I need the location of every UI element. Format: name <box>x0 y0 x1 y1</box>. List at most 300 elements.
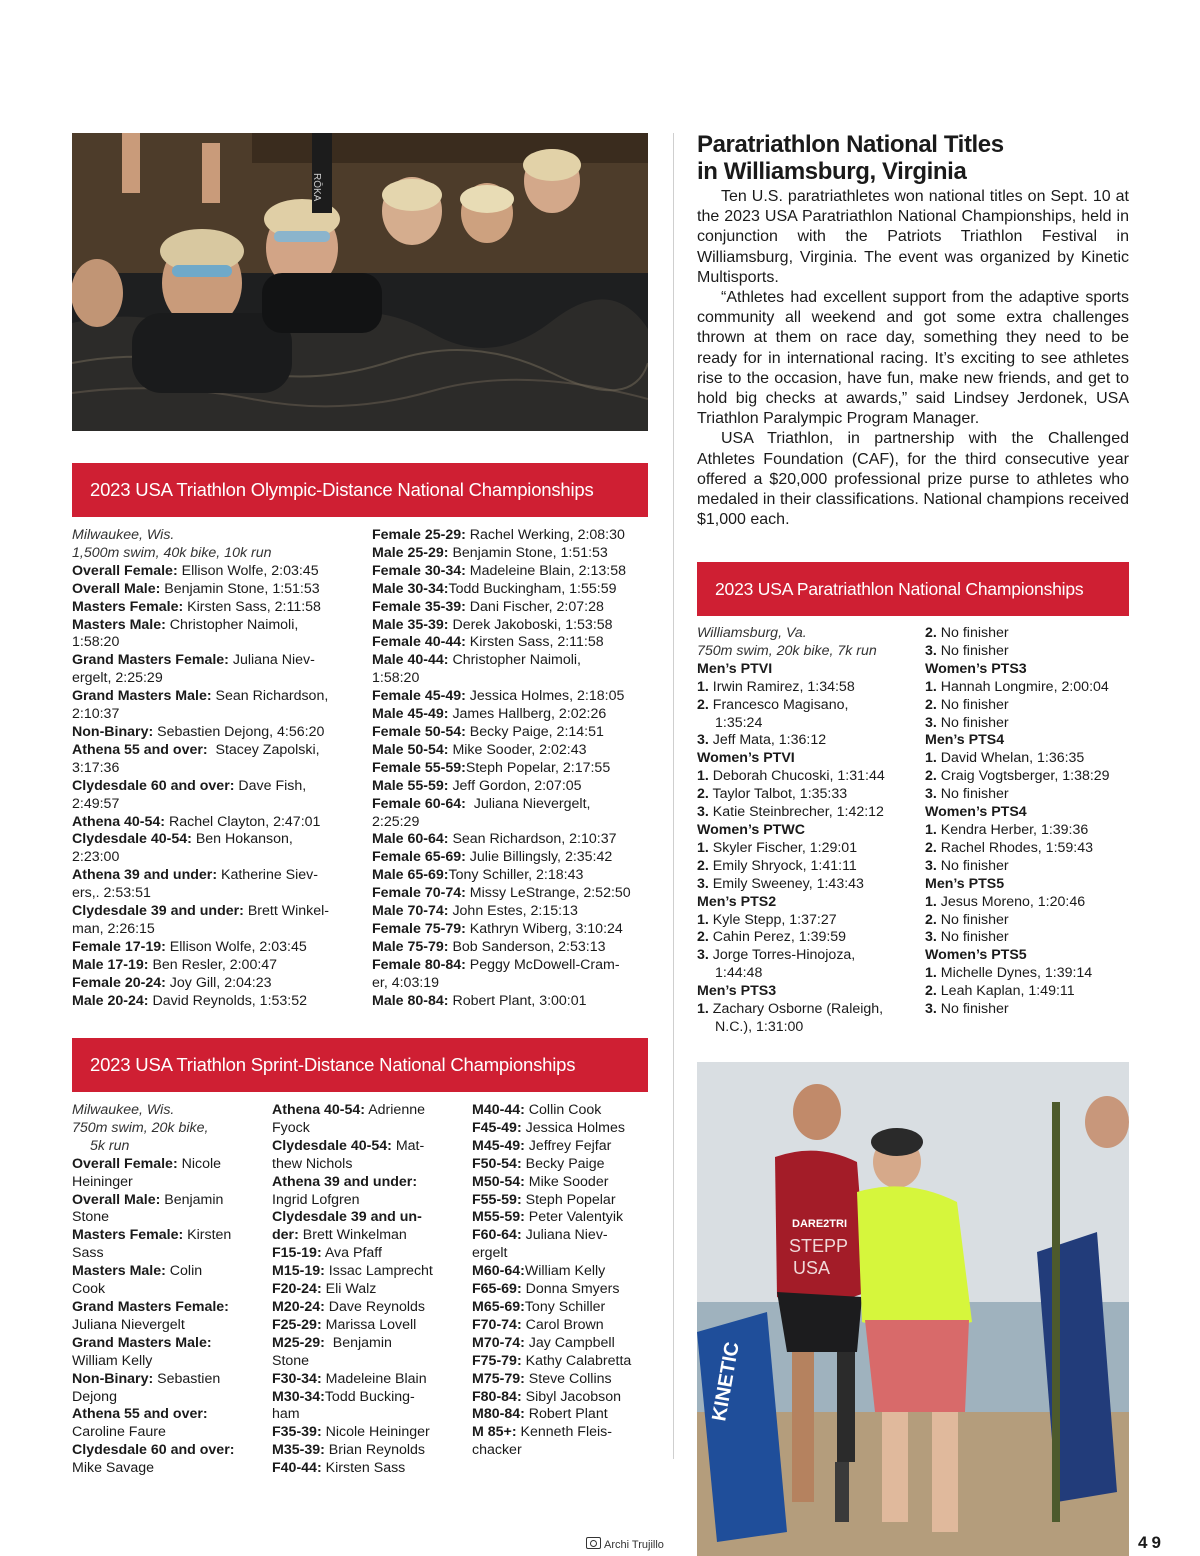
result-line <box>697 697 919 715</box>
result-value: ham <box>272 1406 300 1423</box>
result-value: Rachel Rhodes, 1:59:43 <box>936 839 1094 856</box>
article-paragraph: USA Triathlon, in partnership with the Challenged Athletes Foundation (CAF), for the third consecutive year offered a $20,000 professional prize purse to athletes who medaled in their classifications. National champions received $1,000 each. <box>697 430 1129 529</box>
page-number: 49 <box>1138 1533 1165 1552</box>
result-value: Mat- <box>391 1137 425 1154</box>
result-value: Marissa Lovell <box>321 1316 417 1333</box>
result-label: Overall Male: <box>72 1191 161 1208</box>
result-label: F65-69: <box>472 1281 522 1298</box>
result-line <box>272 1389 467 1407</box>
result-line <box>372 688 657 706</box>
result-value: Katherine Siev- <box>217 867 319 884</box>
result-value: 2:23:00 <box>72 849 120 866</box>
result-label: Athena 40-54: <box>272 1102 366 1118</box>
result-label: Clydesdale 60 and over: <box>72 1442 235 1459</box>
bib-name-text: STEPP <box>789 1236 849 1256</box>
result-line <box>925 768 1135 786</box>
sprint-results-column-1 <box>72 1102 267 1478</box>
sprint-results-column-3 <box>472 1102 657 1460</box>
para-results-column-2 <box>925 625 1135 1019</box>
result-value: Emily Shryock, 1:41:11 <box>708 857 857 874</box>
result-line <box>372 563 657 581</box>
result-label: Masters Female: <box>72 598 184 615</box>
result-label: 3. <box>925 857 937 874</box>
result-value: Stacey Zapolski, <box>207 741 320 758</box>
result-line <box>372 581 657 599</box>
result-label: F70-74: <box>472 1316 522 1333</box>
result-value: Madeleine Blain, 2:13:58 <box>465 562 626 579</box>
result-line <box>272 1245 467 1263</box>
result-line <box>372 867 657 885</box>
result-label: M80-84: <box>472 1406 525 1423</box>
result-line <box>72 1138 267 1156</box>
photo-swimmers <box>72 133 648 431</box>
result-value: 2:25:29 <box>372 813 420 830</box>
result-value: Joy Gill, 2:04:23 <box>165 974 272 991</box>
result-label: M70-74: <box>472 1334 525 1351</box>
result-value: Jessica Holmes <box>521 1119 625 1136</box>
result-value: Sean Richardson, <box>211 688 329 705</box>
result-value: Julie Billingsly, 2:35:42 <box>465 849 613 866</box>
result-value: Derek Jakoboski, 1:53:58 <box>448 616 613 633</box>
result-label: F25-29: <box>272 1316 322 1333</box>
result-value: man, 2:26:15 <box>72 920 155 937</box>
result-line <box>697 822 919 840</box>
result-line <box>472 1156 657 1174</box>
result-label: F60-64: <box>472 1227 522 1244</box>
result-label: 1. <box>697 911 709 928</box>
result-value: Benjamin <box>160 1191 224 1208</box>
result-value: ers,. 2:53:51 <box>72 885 151 902</box>
result-value: Madeleine Blain <box>321 1370 427 1387</box>
result-value: Heininger <box>72 1173 133 1190</box>
result-line <box>72 921 362 939</box>
result-value: Collin Cook <box>524 1102 602 1118</box>
result-value: 1:58:20 <box>72 634 120 651</box>
result-value: 750m swim, 20k bike, 7k run <box>697 642 877 659</box>
result-value: Milwaukee, Wis. <box>72 1102 175 1118</box>
result-value: 3:17:36 <box>72 759 120 776</box>
result-line <box>925 732 1135 750</box>
result-value: Dani Fischer, 2:07:28 <box>465 598 604 615</box>
result-label: Male 55-59: <box>372 777 449 794</box>
result-line <box>697 750 919 768</box>
result-value: Jessica Holmes, 2:18:05 <box>465 688 625 705</box>
result-line <box>372 760 657 778</box>
result-line <box>472 1138 657 1156</box>
result-value: 1:44:48 <box>715 965 763 982</box>
result-line <box>272 1156 467 1174</box>
result-label: F45-49: <box>472 1119 522 1136</box>
result-value: Becky Paige, 2:14:51 <box>465 723 604 740</box>
result-label: 2. <box>697 857 709 874</box>
paratriathlon-championships-banner <box>697 562 1129 616</box>
result-line <box>925 1001 1135 1019</box>
result-value: Katie Steinbrecher, 1:42:12 <box>708 804 884 821</box>
result-value: Kirsten Sass, 2:11:58 <box>465 634 604 651</box>
article-paragraph: “Athletes had excellent support from the adaptive sports community all weekend and got some extra challenges thrown at them on race day, something they need to be ready for in international racing. It’s exciting to see athletes rise to the occasion, have fun, make new friends, and get to hold big checks at awards,” said Lindsey Jerdonek, USA Triathlon Paralympic Program Manager. <box>697 289 1129 428</box>
olympic-results-column-2 <box>372 527 657 1010</box>
result-value: Steph Popelar <box>521 1191 616 1208</box>
result-label: Men’s PTVI <box>697 660 773 677</box>
result-line <box>72 1389 267 1407</box>
result-line <box>925 983 1135 1001</box>
result-line <box>372 617 657 635</box>
result-value: Kathy Calabretta <box>521 1352 632 1369</box>
result-line <box>72 1299 267 1317</box>
result-value: Sass <box>72 1245 104 1262</box>
result-label: Athena 39 and under: <box>272 1173 418 1190</box>
result-label: M20-24: <box>272 1298 325 1315</box>
result-label: 2. <box>925 768 937 785</box>
result-label: M25-29: <box>272 1334 325 1351</box>
result-label: F35-39: <box>272 1424 322 1441</box>
result-value: 1,500m swim, 40k bike, 10k run <box>72 544 272 561</box>
result-line <box>372 634 657 652</box>
result-label: Masters Male: <box>72 616 166 633</box>
result-line <box>697 679 919 697</box>
result-label: Male 45-49: <box>372 706 449 723</box>
result-line <box>72 545 362 563</box>
result-value: Todd Buckingham, 1:55:59 <box>448 580 617 597</box>
result-value: Jesus Moreno, 1:20:46 <box>936 893 1086 910</box>
result-line <box>272 1317 467 1335</box>
result-label: M15-19: <box>272 1263 325 1280</box>
result-line <box>72 1460 267 1478</box>
result-value: Jeff Mata, 1:36:12 <box>708 732 827 749</box>
result-line <box>72 939 362 957</box>
result-line <box>697 625 919 643</box>
result-label: Athena 39 and under: <box>72 867 218 884</box>
result-label: Female 45-49: <box>372 688 466 705</box>
result-line <box>272 1371 467 1389</box>
result-value: No finisher <box>936 625 1009 641</box>
result-line <box>372 885 657 903</box>
banner-text: KINETIC <box>708 1340 744 1423</box>
result-value: Kenneth Fleis- <box>516 1424 612 1441</box>
result-line <box>272 1353 467 1371</box>
result-label: Male 25-29: <box>372 544 449 561</box>
result-line <box>72 831 362 849</box>
result-line <box>272 1299 467 1317</box>
result-value: Eli Walz <box>321 1281 377 1298</box>
result-line <box>697 840 919 858</box>
result-value: John Estes, 2:15:13 <box>448 903 578 920</box>
result-label: M45-49: <box>472 1137 525 1154</box>
result-line <box>72 652 362 670</box>
result-label: Athena 55 and over: <box>72 741 208 758</box>
result-line <box>372 849 657 867</box>
result-value: Tony Schiller, 2:18:43 <box>448 867 584 884</box>
result-line <box>697 965 919 983</box>
result-line <box>925 643 1135 661</box>
result-label: Female 25-29: <box>372 527 466 543</box>
result-value: Brett Winkelman <box>298 1227 407 1244</box>
result-line <box>72 957 362 975</box>
result-value: 1:35:24 <box>715 714 763 731</box>
result-line <box>472 1102 657 1120</box>
result-label: Female 65-69: <box>372 849 466 866</box>
result-line <box>272 1335 467 1353</box>
result-value: Skyler Fischer, 1:29:01 <box>708 839 858 856</box>
result-value: Mike Sooder, 2:02:43 <box>448 741 587 758</box>
result-line <box>372 831 657 849</box>
result-line <box>272 1192 467 1210</box>
result-value: Stone <box>272 1352 310 1369</box>
result-value: Jorge Torres-Hinojoza, <box>708 947 856 964</box>
result-value: Nicole Heininger <box>321 1424 430 1441</box>
result-line <box>372 599 657 617</box>
result-value: Irwin Ramirez, 1:34:58 <box>708 678 855 695</box>
result-line <box>925 858 1135 876</box>
olympic-banner-title: 2023 USA Triathlon Olympic-Distance National Championships <box>90 479 594 500</box>
result-line <box>372 957 657 975</box>
result-label: Male 40-44: <box>372 652 449 669</box>
result-label: 1. <box>697 678 709 695</box>
result-label: Male 80-84: <box>372 992 449 1009</box>
result-line <box>272 1209 467 1227</box>
result-value: Mike Savage <box>72 1460 155 1477</box>
result-line <box>697 947 919 965</box>
result-label: Female 40-44: <box>372 634 466 651</box>
result-label: Male 35-39: <box>372 616 449 633</box>
sprint-banner-title: 2023 USA Triathlon Sprint-Distance National Championships <box>90 1054 576 1075</box>
result-line <box>72 706 362 724</box>
result-line <box>925 929 1135 947</box>
result-value: Christopher Naimoli, <box>165 616 299 633</box>
result-value: Kirsten Sass, 2:11:58 <box>183 598 321 615</box>
result-line <box>925 679 1135 697</box>
result-label: M35-39: <box>272 1442 325 1459</box>
result-value: Brian Reynolds <box>324 1442 425 1459</box>
result-label: 3. <box>697 875 709 892</box>
result-label: Male 65-69: <box>372 867 449 884</box>
result-label: 1. <box>925 893 937 910</box>
result-line <box>697 786 919 804</box>
result-value: Carol Brown <box>521 1316 604 1333</box>
result-line <box>697 1019 919 1037</box>
result-value: Sebastien Dejong, 4:56:20 <box>153 723 325 740</box>
result-line <box>472 1299 657 1317</box>
result-label: Female 35-39: <box>372 598 466 615</box>
result-label: M50-54: <box>472 1173 525 1190</box>
result-label: 2. <box>925 625 937 641</box>
result-label: Grand Masters Male: <box>72 1334 212 1351</box>
swimmers-illustration <box>72 133 648 431</box>
result-value: Robert Plant <box>524 1406 608 1423</box>
result-label: Female 17-19: <box>72 938 166 955</box>
column-divider <box>673 133 674 1459</box>
result-value: N.C.), 1:31:00 <box>715 1018 804 1035</box>
result-line <box>72 1120 267 1138</box>
result-value: Benjamin Stone, 1:51:53 <box>448 544 608 561</box>
result-line <box>72 1281 267 1299</box>
result-label: M75-79: <box>472 1370 525 1387</box>
result-value: Peggy McDowell-Cram- <box>465 956 620 973</box>
result-line <box>697 983 919 1001</box>
result-label: F30-34: <box>272 1370 322 1387</box>
result-label: F20-24: <box>272 1281 322 1298</box>
article-paragraph: Ten U.S. paratriathletes won national titles on Sept. 10 at the 2023 USA Paratriathlon National Championships, held in conjunction with the Patriots Triathlon Festival in Williamsburg, Virginia. The event was organized by Kinetic Multisports. <box>697 188 1129 286</box>
result-label: F50-54: <box>472 1155 522 1172</box>
result-value: No finisher <box>936 911 1009 928</box>
result-value: Ellison Wolfe, 2:03:45 <box>165 938 307 955</box>
result-line <box>72 1335 267 1353</box>
result-label: M 85+: <box>472 1424 517 1441</box>
result-line <box>472 1371 657 1389</box>
result-line <box>272 1102 467 1120</box>
result-line <box>372 975 657 993</box>
bib-brand-text: DARE2TRI <box>792 1218 848 1230</box>
result-label: F55-59: <box>472 1191 522 1208</box>
result-line <box>697 768 919 786</box>
result-label: der: <box>272 1227 299 1244</box>
result-line <box>272 1227 467 1245</box>
result-line <box>472 1263 657 1281</box>
result-line <box>72 670 362 688</box>
result-value: Issac Lamprecht <box>324 1263 433 1280</box>
result-label: Non-Binary: <box>72 1370 154 1387</box>
result-value: William Kelly <box>524 1263 606 1280</box>
result-line <box>72 993 362 1011</box>
result-label: Athena 55 and over: <box>72 1406 208 1423</box>
result-value: William Kelly <box>72 1352 153 1369</box>
result-label: 2. <box>925 839 937 856</box>
result-value: Hannah Longmire, 2:00:04 <box>936 678 1109 695</box>
result-label: Men’s PTS4 <box>925 732 1005 749</box>
result-value: Dave Reynolds <box>324 1298 425 1315</box>
result-line <box>472 1281 657 1299</box>
result-line <box>272 1138 467 1156</box>
result-line <box>697 715 919 733</box>
result-line <box>925 947 1135 965</box>
result-line <box>72 563 362 581</box>
result-line <box>272 1406 467 1424</box>
result-value: Taylor Talbot, 1:35:33 <box>708 786 848 803</box>
result-value: Kirsten <box>183 1227 232 1244</box>
olympic-results-column-1 <box>72 527 362 1010</box>
result-line <box>72 1353 267 1371</box>
result-line <box>472 1424 657 1442</box>
result-line <box>72 599 362 617</box>
result-value: 1:58:20 <box>372 670 420 687</box>
result-label: M30-34: <box>272 1388 325 1405</box>
result-label: 1. <box>925 965 937 982</box>
result-value: Rachel Clayton, 2:47:01 <box>165 813 321 830</box>
result-line <box>72 1227 267 1245</box>
result-value: Benjamin <box>324 1334 392 1351</box>
result-value: Robert Plant, 3:00:01 <box>448 992 587 1009</box>
result-label: 2. <box>697 786 709 803</box>
result-label: Male 30-34: <box>372 580 449 597</box>
result-label: 1. <box>925 750 937 767</box>
result-line <box>925 697 1135 715</box>
result-value: No finisher <box>936 857 1009 874</box>
result-line <box>925 876 1135 894</box>
result-value: Becky Paige <box>521 1155 605 1172</box>
result-line <box>372 778 657 796</box>
result-line <box>72 975 362 993</box>
result-line <box>72 1102 267 1120</box>
result-label: Male 75-79: <box>372 938 449 955</box>
result-line <box>72 742 362 760</box>
result-line <box>72 1192 267 1210</box>
result-label: Masters Male: <box>72 1263 166 1280</box>
result-label: Women’s PTVI <box>697 750 795 767</box>
result-line <box>697 661 919 679</box>
para-banner-title: 2023 USA Paratriathlon National Championships <box>715 578 1084 599</box>
result-label: Athena 40-54: <box>72 813 166 830</box>
result-label: 3. <box>925 929 937 946</box>
result-line <box>72 814 362 832</box>
result-label: F15-19: <box>272 1245 322 1262</box>
result-value: No finisher <box>936 786 1009 803</box>
result-line <box>697 894 919 912</box>
result-value: Stone <box>72 1209 110 1226</box>
result-line <box>472 1406 657 1424</box>
result-line <box>472 1192 657 1210</box>
result-value: Kyle Stepp, 1:37:27 <box>708 911 837 928</box>
result-label: Men’s PTS5 <box>925 875 1005 892</box>
sprint-championships-banner <box>72 1038 648 1092</box>
result-value: No finisher <box>936 696 1009 713</box>
result-line <box>472 1317 657 1335</box>
olympic-championships-banner <box>72 463 648 517</box>
result-label: Male 70-74: <box>372 903 449 920</box>
result-label: Female 50-54: <box>372 723 466 740</box>
result-value: Bob Sanderson, 2:53:13 <box>448 938 606 955</box>
result-label: 1. <box>697 839 709 856</box>
result-line <box>925 804 1135 822</box>
result-line <box>925 894 1135 912</box>
result-line <box>925 840 1135 858</box>
result-line <box>272 1281 467 1299</box>
result-label: Clydesdale 40-54: <box>72 831 192 848</box>
result-value: Fyock <box>272 1119 310 1136</box>
result-label: M40-44: <box>472 1102 525 1118</box>
result-value: Leah Kaplan, 1:49:11 <box>936 983 1075 1000</box>
result-value: Ben Resler, 2:00:47 <box>148 956 278 973</box>
result-label: Female 60-64: <box>372 795 466 812</box>
result-value: Juliana Niev- <box>228 652 315 669</box>
result-label: Male 20-24: <box>72 992 149 1009</box>
result-label: 3. <box>697 947 709 964</box>
result-line <box>272 1424 467 1442</box>
para-results-column-1 <box>697 625 919 1037</box>
result-value: James Hallberg, 2:02:26 <box>448 706 607 723</box>
result-value: Sebastien <box>153 1370 221 1387</box>
result-line <box>472 1174 657 1192</box>
result-label: M65-69: <box>472 1298 525 1315</box>
result-value: Cahin Perez, 1:39:59 <box>708 929 847 946</box>
result-label: 3. <box>925 714 937 731</box>
result-label: Female 75-79: <box>372 920 466 937</box>
result-label: Grand Masters Female: <box>72 1298 229 1315</box>
sprint-results-column-2 <box>272 1102 467 1478</box>
camera-icon <box>586 1537 601 1549</box>
result-value: Mike Sooder <box>524 1173 609 1190</box>
result-value: Williamsburg, Va. <box>697 625 807 641</box>
result-line <box>697 732 919 750</box>
result-label: Overall Male: <box>72 580 161 597</box>
result-label: Female 80-84: <box>372 956 466 973</box>
result-value: 5k run <box>90 1137 130 1154</box>
result-line <box>472 1245 657 1263</box>
result-line <box>372 670 657 688</box>
result-line <box>72 1442 267 1460</box>
result-line <box>72 527 362 545</box>
result-value: Dejong <box>72 1388 117 1405</box>
result-line <box>925 661 1135 679</box>
